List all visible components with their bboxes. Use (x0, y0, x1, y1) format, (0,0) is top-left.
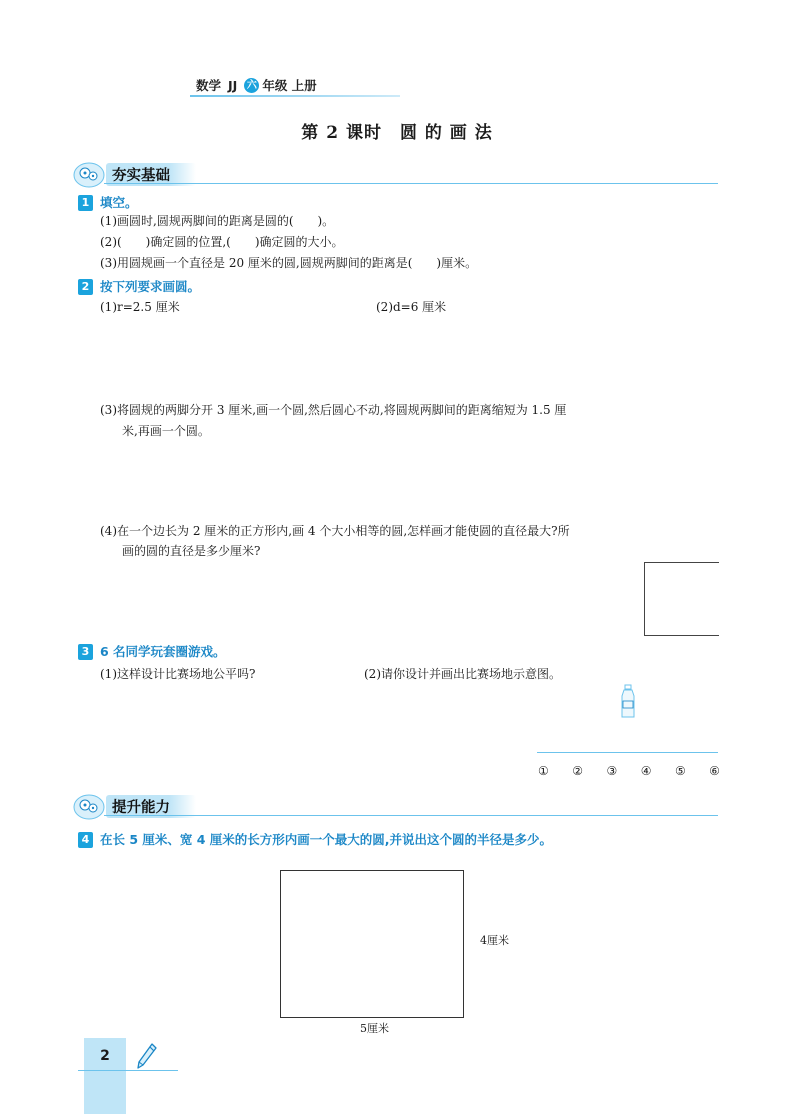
rectangle-drawing-area (280, 870, 464, 1018)
section-label: 提升能力 (106, 795, 196, 818)
section-rule (104, 815, 718, 816)
question-3-heading (78, 641, 226, 660)
throw-line (537, 752, 718, 753)
subject-label: 数学 (196, 78, 222, 93)
q2-item-3-line-1: (3)将圆规的两脚分开 3 厘米,画一个圆,然后圆心不动,将圆规两脚间的距离缩短为 1.5 厘 (100, 403, 567, 417)
q2-item-4-line-2: 画的圆的直径是多少厘米? (122, 544, 261, 558)
question-4-heading (78, 829, 552, 848)
q1-item-2: (2)( )确定圆的位置,( )确定圆的大小。 (100, 235, 344, 249)
page-number: 2 (100, 1048, 110, 1064)
book-header (196, 76, 317, 94)
height-label: 4厘米 (480, 934, 509, 947)
question-number: 4 (78, 832, 93, 848)
q3-item-1: (1)这样设计比赛场地公平吗? (100, 667, 256, 681)
page-title: 第 2 课时 圆 的 画 法 (301, 123, 493, 143)
player-marker: ⑥ (709, 764, 720, 778)
player-marker: ② (572, 764, 583, 778)
question-1-heading (78, 192, 138, 211)
grade-label: 年级 上册 (262, 78, 317, 93)
width-label: 5厘米 (360, 1022, 389, 1035)
q1-item-1: (1)画圆时,圆规两脚间的距离是圆的( )。 (100, 214, 335, 228)
question-2-heading (78, 276, 200, 295)
player-marker: ⑤ (674, 764, 686, 778)
square-drawing-area (644, 562, 719, 636)
section-label: 夯实基础 (106, 163, 196, 186)
header-rule (190, 95, 400, 97)
question-title: 6 名同学玩套圈游戏。 (100, 644, 226, 659)
pencil-icon (136, 1042, 158, 1074)
grade-badge: 六 (244, 78, 259, 93)
q1-item-3: (3)用圆规画一个直径是 20 厘米的圆,圆规两脚间的距离是( )厘米。 (100, 256, 478, 270)
question-number: 3 (78, 644, 93, 660)
q2-item-3-line-2: 米,再画一个圆。 (122, 424, 210, 438)
q2-item-2: (2)d=6 厘米 (376, 300, 447, 314)
section-rule (104, 183, 718, 184)
question-title: 按下列要求画圆。 (100, 279, 201, 294)
bottle-icon (619, 684, 637, 724)
mascot-icon (72, 160, 106, 188)
player-positions (538, 764, 720, 778)
player-marker: ① (538, 764, 549, 778)
q2-item-4-line-1: (4)在一个边长为 2 厘米的正方形内,画 4 个大小相等的圆,怎样画才能使圆的直径最大?所 (100, 524, 570, 538)
question-title: 填空。 (100, 195, 138, 210)
question-number: 2 (78, 279, 93, 295)
player-marker: ③ (606, 764, 618, 778)
mascot-icon (72, 792, 106, 820)
q3-item-2: (2)请你设计并画出比赛场地示意图。 (364, 667, 561, 681)
q2-item-1: (1)r=2.5 厘米 (100, 300, 180, 314)
question-title: 在长 5 厘米、宽 4 厘米的长方形内画一个最大的圆,并说出这个圆的半径是多少。 (100, 832, 553, 847)
question-number: 1 (78, 195, 93, 211)
edition-label: JJ (228, 77, 238, 93)
player-marker: ④ (640, 764, 652, 778)
footer-rule (78, 1070, 178, 1071)
